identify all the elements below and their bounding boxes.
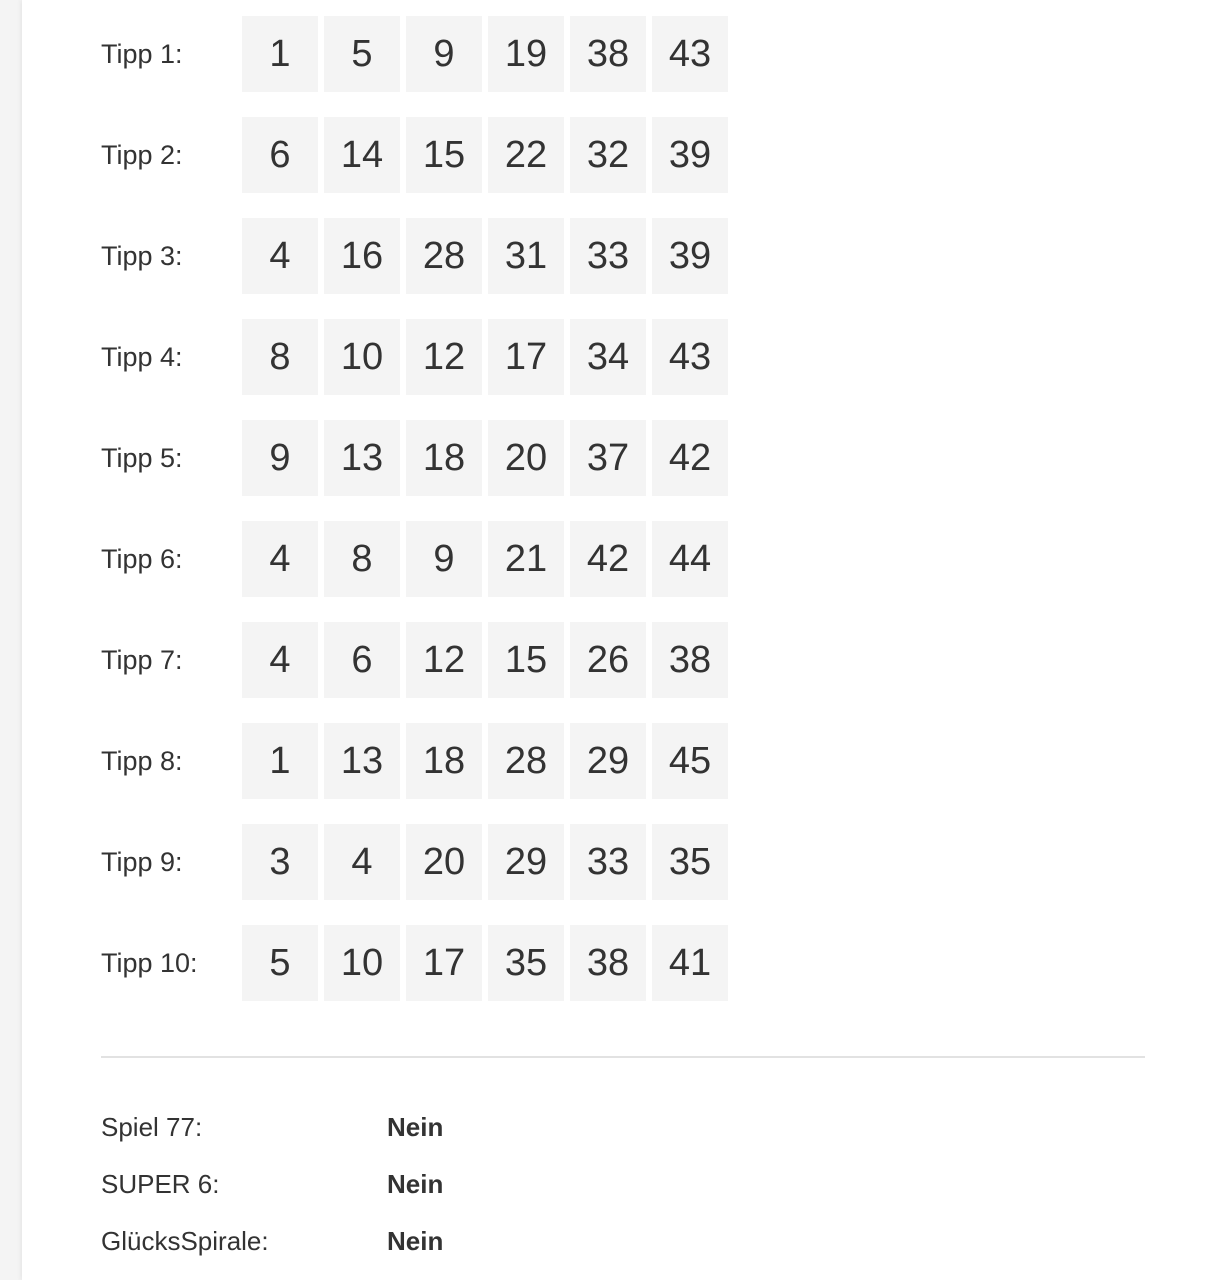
tipp-number: 28	[406, 218, 482, 294]
tipp-label: Tipp 4:	[101, 341, 183, 372]
option-label: GlücksSpirale:	[101, 1225, 269, 1256]
tipp-number: 10	[324, 319, 400, 395]
tipp-number: 29	[570, 723, 646, 799]
tipp-label: Tipp 3:	[101, 240, 183, 271]
tipp-number: 1	[242, 723, 318, 799]
tipp-number: 38	[570, 925, 646, 1001]
tipp-number: 10	[324, 925, 400, 1001]
tipp-row	[101, 319, 734, 395]
tipp-number: 43	[652, 319, 728, 395]
tipp-number: 19	[488, 16, 564, 92]
tipp-number: 29	[488, 824, 564, 900]
tipp-row	[101, 622, 734, 698]
tipp-list	[101, 16, 734, 1026]
tipp-number: 17	[406, 925, 482, 1001]
lotto-ticket-panel	[22, 0, 1224, 1280]
option-row	[101, 1163, 443, 1205]
tipp-number: 32	[570, 117, 646, 193]
tipp-number: 1	[242, 16, 318, 92]
tipp-number: 5	[324, 16, 400, 92]
tipp-number: 6	[242, 117, 318, 193]
tipp-number: 44	[652, 521, 728, 597]
tipp-number: 42	[652, 420, 728, 496]
tipp-number: 5	[242, 925, 318, 1001]
option-value: Nein	[387, 1168, 444, 1199]
tipp-number: 42	[570, 521, 646, 597]
option-row	[101, 1220, 443, 1262]
tipp-number: 4	[242, 622, 318, 698]
tipp-label: Tipp 2:	[101, 139, 183, 170]
tipp-number: 20	[488, 420, 564, 496]
tipp-row	[101, 16, 734, 92]
tipp-number: 37	[570, 420, 646, 496]
tipp-number: 9	[242, 420, 318, 496]
tipp-number: 35	[652, 824, 728, 900]
tipp-number: 13	[324, 723, 400, 799]
tipp-number: 38	[570, 16, 646, 92]
tipp-number: 12	[406, 319, 482, 395]
tipp-label: Tipp 9:	[101, 846, 183, 877]
tipp-label: Tipp 10:	[101, 947, 198, 978]
tipp-number: 13	[324, 420, 400, 496]
tipp-number: 9	[406, 16, 482, 92]
section-divider	[101, 1056, 1145, 1058]
tipp-number: 15	[406, 117, 482, 193]
tipp-number: 22	[488, 117, 564, 193]
tipp-number: 15	[488, 622, 564, 698]
option-value: Nein	[387, 1225, 444, 1256]
tipp-number: 9	[406, 521, 482, 597]
option-label: Spiel 77:	[101, 1111, 203, 1142]
tipp-number: 18	[406, 723, 482, 799]
tipp-number: 38	[652, 622, 728, 698]
tipp-number: 3	[242, 824, 318, 900]
tipp-label: Tipp 5:	[101, 442, 183, 473]
tipp-label: Tipp 6:	[101, 543, 183, 574]
tipp-number: 4	[324, 824, 400, 900]
tipp-number: 8	[242, 319, 318, 395]
tipp-row	[101, 824, 734, 900]
tipp-number: 14	[324, 117, 400, 193]
tipp-row	[101, 117, 734, 193]
tipp-row	[101, 723, 734, 799]
option-value: Nein	[387, 1111, 444, 1142]
tipp-number: 12	[406, 622, 482, 698]
tipp-number: 16	[324, 218, 400, 294]
tipp-number: 21	[488, 521, 564, 597]
tipp-label: Tipp 1:	[101, 38, 183, 69]
tipp-number: 41	[652, 925, 728, 1001]
tipp-row	[101, 218, 734, 294]
tipp-number: 39	[652, 117, 728, 193]
tipp-row	[101, 420, 734, 496]
tipp-number: 4	[242, 521, 318, 597]
tipp-number: 35	[488, 925, 564, 1001]
tipp-row	[101, 925, 734, 1001]
tipp-number: 20	[406, 824, 482, 900]
tipp-number: 28	[488, 723, 564, 799]
option-label: SUPER 6:	[101, 1168, 220, 1199]
tipp-number: 33	[570, 824, 646, 900]
tipp-number: 4	[242, 218, 318, 294]
tipp-number: 8	[324, 521, 400, 597]
tipp-number: 26	[570, 622, 646, 698]
tipp-number: 31	[488, 218, 564, 294]
tipp-number: 33	[570, 218, 646, 294]
option-row	[101, 1106, 443, 1148]
tipp-label: Tipp 7:	[101, 644, 183, 675]
tipp-number: 43	[652, 16, 728, 92]
tipp-row	[101, 521, 734, 597]
tipp-number: 34	[570, 319, 646, 395]
tipp-number: 39	[652, 218, 728, 294]
tipp-number: 6	[324, 622, 400, 698]
tipp-number: 17	[488, 319, 564, 395]
tipp-number: 18	[406, 420, 482, 496]
tipp-number: 45	[652, 723, 728, 799]
additional-games-list	[101, 1106, 443, 1277]
tipp-label: Tipp 8:	[101, 745, 183, 776]
